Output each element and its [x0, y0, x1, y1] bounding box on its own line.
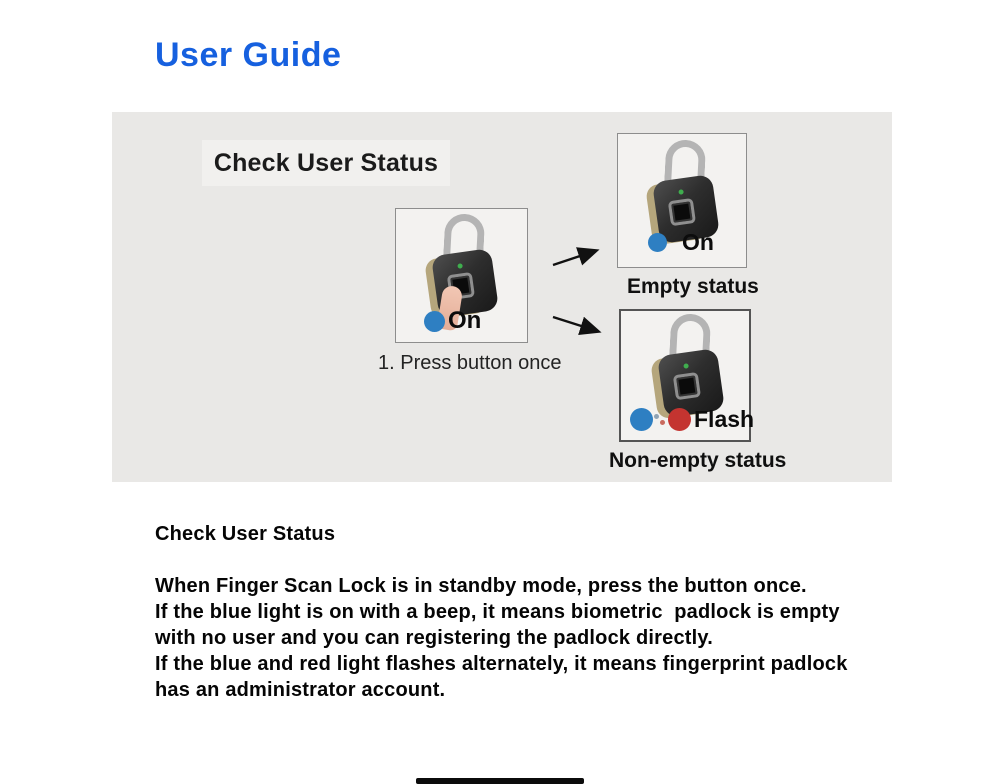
blue-light-icon — [648, 233, 667, 252]
blue-light-icon — [630, 408, 653, 431]
page-title: User Guide — [155, 36, 342, 74]
instruction-line: When Finger Scan Lock is in standby mode, press the button once. — [155, 575, 807, 597]
padlock-image — [639, 140, 725, 240]
instructions-heading: Check User Status — [155, 523, 336, 545]
alternate-flash-icon — [654, 412, 667, 428]
non-empty-status-image-box — [619, 309, 755, 442]
instruction-line: with no user and you can registering the padlock directly. — [155, 627, 714, 649]
indicator-label: Flash — [694, 406, 755, 432]
blue-light-icon — [424, 311, 445, 332]
press-button-image-box — [395, 208, 528, 343]
led-indicator-icon — [683, 363, 689, 369]
led-indicator-icon — [457, 263, 463, 269]
instructions-paragraph — [155, 573, 915, 703]
red-light-icon — [668, 408, 691, 431]
diagram-heading: Check User Status — [213, 148, 439, 177]
status-indicator — [648, 229, 714, 256]
fingerprint-sensor-icon — [668, 198, 696, 226]
instruction-line: has an administrator account. — [155, 679, 446, 701]
home-indicator-bar — [416, 778, 584, 784]
diagram-heading-box — [202, 140, 450, 186]
instructions-section — [155, 523, 915, 703]
diagram-panel — [112, 112, 892, 482]
step-caption: 1. Press button once — [378, 352, 562, 374]
status-indicator — [630, 406, 754, 433]
arrow-to-empty-icon — [553, 251, 595, 265]
arrow-to-non-empty-icon — [553, 317, 597, 331]
instruction-line: If the blue and red light flashes alternately, it means fingerprint padlock — [155, 653, 848, 675]
status-indicator — [424, 307, 481, 335]
fingerprint-sensor-icon — [673, 372, 701, 400]
padlock-image — [644, 314, 730, 414]
empty-status-image-box — [617, 133, 747, 268]
padlock-image — [418, 214, 504, 314]
empty-status-caption: Empty status — [627, 275, 759, 298]
flow-arrows — [540, 237, 610, 342]
non-empty-status-caption: Non-empty status — [609, 449, 787, 472]
indicator-label: On — [682, 229, 714, 255]
led-indicator-icon — [678, 189, 684, 195]
indicator-label: On — [448, 307, 482, 334]
instruction-line: If the blue light is on with a beep, it means biometric padlock is empty — [155, 601, 840, 623]
